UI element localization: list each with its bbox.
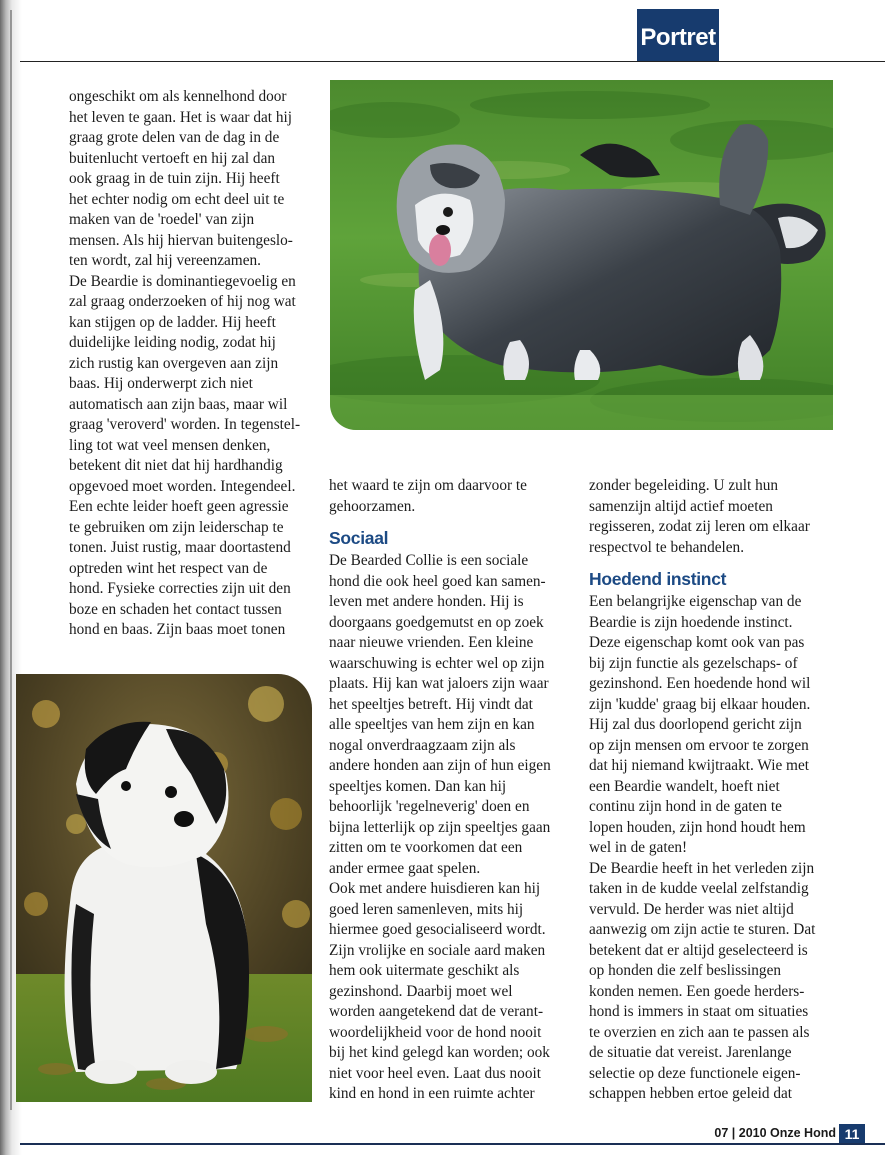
text-line: optreden wint het respect van de [69, 559, 268, 577]
text-line: mensen. Als hij hiervan buitengeslo- [69, 231, 293, 249]
text-line: dat hij niemand kwijtraakt. Wie met [589, 757, 809, 774]
text-line: goed leren samenleven, mits hij [329, 900, 524, 918]
text-line: plaats. Hij kan wat jaloers zijn waar [329, 675, 549, 692]
text-line: zal graag onderzoeken of hij nog wat [69, 293, 296, 310]
text-line: hem ook uitermate geschikt als [329, 962, 520, 979]
text-column-middle [329, 476, 574, 1105]
text-line: hond is immers in staat om situaties [589, 1003, 809, 1020]
text-line: zijn 'kudde' graag bij elkaar houden. [589, 695, 811, 713]
text-line: kind en hond in een ruimte achter [329, 1085, 535, 1102]
text-line: ook graag in de tuin zijn. Hij heeft [69, 170, 280, 187]
text-line: De Beardie heeft in het verleden zijn [589, 859, 815, 877]
text-line: buitenlucht vertoeft en hij zal dan [69, 149, 276, 167]
text-line: Beardie is zijn hoedende instinct. [589, 613, 793, 631]
binding-edge [10, 10, 12, 1110]
photo-bearded-collie-puppy [16, 674, 312, 1102]
text-line: worden aangetekend dat de verant- [329, 1003, 544, 1020]
text-line: ling tot wat veel mensen denken, [69, 436, 271, 454]
footer-issue-label: 07 | 2010 Onze Hond [714, 1126, 836, 1140]
text-line: continu zijn hond in de gaten te [589, 798, 782, 815]
text-line: hiermee goed gesocialiseerd wordt. [329, 921, 546, 938]
text-line: selectie op deze functionele eigen- [589, 1064, 801, 1082]
text-line: zich rustig kan overgeven aan zijn [69, 354, 279, 372]
text-line: het speeltjes betreft. Hij vindt dat [329, 695, 533, 713]
text-line: leven met andere honden. Hij is [329, 593, 524, 610]
puppy-photo-illustration [16, 674, 312, 1102]
text-line: waarschuwing is echter wel op zijn [329, 654, 545, 672]
text-line: het waard te zijn om daarvoor te [329, 477, 527, 494]
page-number: 11 [839, 1124, 865, 1144]
header-rule [20, 61, 885, 62]
text-line: te overzien en zich aan te passen als [589, 1023, 810, 1041]
text-line: Ook met andere huisdieren kan hij [329, 880, 541, 897]
text-line: konden nemen. Een goede herders- [589, 982, 805, 1000]
text-line: het echter nodig om echt deel uit te [69, 190, 285, 208]
text-line: op honden die zelf beslissingen [589, 962, 782, 979]
text-line: betekent dat er altijd geselecteerd is [589, 941, 808, 959]
text-line: schappen hebben ertoe geleid dat [589, 1085, 793, 1102]
section-tag: Portret [637, 9, 719, 62]
text-column-right [589, 476, 837, 1105]
text-line: betekent dit niet dat hij hardhandig [69, 457, 283, 474]
photo-bearded-collies-walking [330, 80, 833, 430]
text-line: alle speeltjes van hem zijn en kan [329, 716, 535, 733]
text-line: nogal onverdraagzaam zijn als [329, 736, 516, 754]
text-line: te gebruiken om zijn leiderschap te [69, 518, 284, 536]
text-line: hond die ook heel goed kan samen- [329, 572, 546, 590]
text-line: samenzijn altijd actief moeten [589, 497, 773, 515]
text-line: graag 'veroverd' worden. In tegenstel- [69, 416, 301, 433]
dogs-photo-illustration [330, 80, 833, 430]
subheading-hoedend-instinct: Hoedend instinct [589, 569, 727, 589]
text-line: boze en schaden het contact tussen [69, 600, 282, 618]
text-line: lopen houden, zijn hond houdt hem [589, 818, 806, 836]
text-line: automatisch aan zijn baas, maar wil [69, 395, 288, 413]
text-line: een Beardie wandelt, hoeft niet [589, 777, 780, 795]
text-line: De Bearded Collie is een sociale [329, 552, 529, 569]
text-line: Deze eigenschap komt ook van pas [589, 634, 805, 651]
text-line: ongeschikt om als kennelhond door [69, 88, 287, 105]
text-line: Een echte leider hoeft geen agressie [69, 498, 289, 515]
text-line: zitten om te voorkomen dat een [329, 839, 523, 856]
text-line: gezinshond. Een hoedende hond wil [589, 675, 811, 692]
text-line: respectvol te behandelen. [589, 538, 745, 556]
text-line: aanwezig om zijn actie te sturen. Dat [589, 921, 816, 938]
text-line: woordelijkheid voor de hond nooit [329, 1023, 542, 1041]
text-line: wel in de gaten! [589, 839, 688, 856]
text-line: gehoorzamen. [329, 497, 416, 515]
text-line: Hij zal dus doorlopend gericht zijn [589, 716, 802, 733]
text-line: het leven te gaan. Het is waar dat hij [69, 108, 292, 126]
text-line: speeltjes komen. Dan kan hij [329, 777, 507, 795]
text-line: baas. Hij onderwerpt zich niet [69, 375, 253, 392]
text-line: hond en baas. Zijn baas moet tonen [69, 621, 286, 638]
text-column-left [69, 87, 314, 641]
text-line: andere honden aan zijn of hun eigen [329, 757, 551, 774]
text-line: opgevoed moet worden. Integendeel. [69, 477, 296, 495]
text-line: De Beardie is dominantiegevoelig en [69, 272, 296, 290]
text-line: doorgaans goedgemutst en op zoek [329, 613, 544, 631]
text-line: tonen. Juist rustig, maar doortastend [69, 539, 291, 556]
text-line: de situatie dat vereist. Jarenlange [589, 1044, 792, 1061]
text-line: bij zijn functie als gezelschaps- of [589, 654, 798, 672]
text-line: duidelijke leiding nodig, zodat hij [69, 334, 276, 351]
text-line: maken van de 'roedel' van zijn [69, 211, 255, 228]
text-line: op zijn mensen om ervoor te zorgen [589, 736, 809, 754]
text-line: gezinshond. Daarbij moet wel [329, 982, 513, 1000]
text-line: naar nieuwe vrienden. Een kleine [329, 634, 534, 651]
text-line: graag grote delen van de dag in de [69, 129, 280, 146]
text-line: niet voor heel even. Laat dus nooit [329, 1064, 541, 1082]
subheading-sociaal: Sociaal [329, 528, 389, 548]
text-line: kan stijgen op de ladder. Hij heeft [69, 313, 276, 331]
text-line: Een belangrijke eigenschap van de [589, 593, 802, 610]
text-line: vervuld. De herder was niet altijd [589, 900, 794, 918]
text-line: bij het kind gelegd kan worden; ook [329, 1044, 550, 1061]
text-line: Zijn vrolijke en sociale aard maken [329, 941, 546, 959]
text-line: ander ermee gaat spelen. [329, 859, 481, 877]
text-line: regisseren, zodat zij leren om elkaar [589, 518, 810, 535]
text-line: hond. Fysieke correcties zijn uit den [69, 580, 291, 597]
text-line: bijna letterlijk op zijn speeltjes gaan [329, 818, 551, 836]
text-line: behoorlijk 'regelneverig' doen en [329, 798, 530, 815]
footer-rule [20, 1143, 885, 1145]
text-line: taken in de kudde veelal zelfstandig [589, 880, 809, 897]
text-line: zonder begeleiding. U zult hun [589, 477, 779, 494]
text-line: ten wordt, zal hij vereenzamen. [69, 252, 261, 269]
